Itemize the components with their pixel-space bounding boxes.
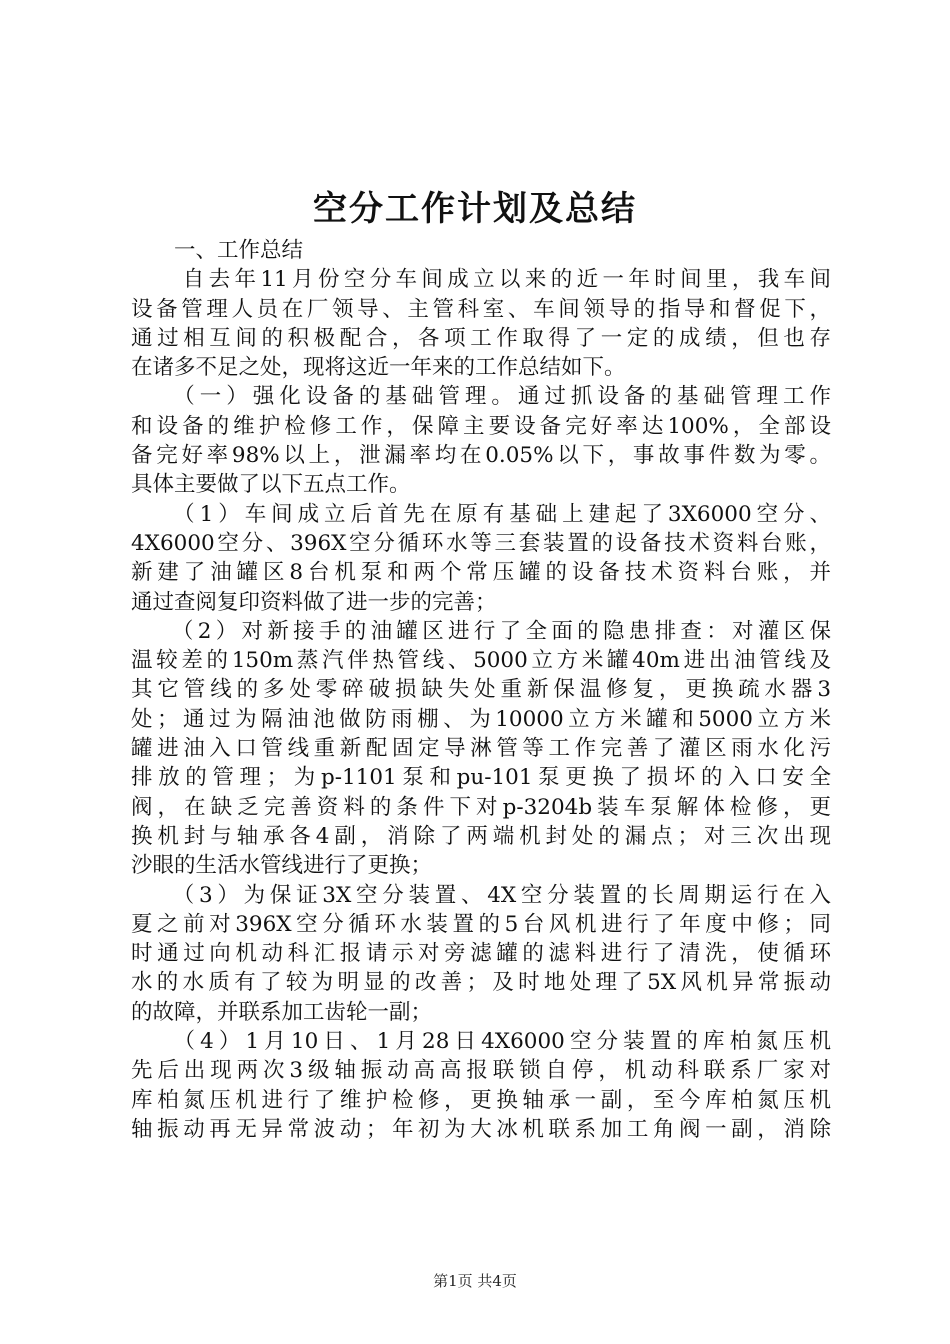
text-line: 的故障，并联系加工齿轮一副； — [131, 999, 433, 1025]
document-body — [131, 236, 831, 1144]
text-line: 自去年11月份空分车间成立以来的近一年时间里，我车间 — [131, 267, 831, 293]
text-line: 4X6000空分、396X空分循环水等三套装置的设备技术资料台账， — [131, 530, 831, 556]
text-line: 其它管线的多处零碎破损缺失处重新保温修复，更换疏水器3 — [131, 677, 831, 703]
text-line: 时通过向机动科汇报请示对旁滤罐的滤料进行了清洗，使循环 — [131, 941, 831, 967]
text-line: 处；通过为隔油池做防雨棚、为10000立方米罐和5000立方米 — [131, 706, 831, 732]
text-line: （4）1月10日、1月28日4X6000空分装置的库柏氮压机 — [131, 1029, 831, 1055]
text-line: 阀，在缺乏完善资料的条件下对p-3204b装车泵解体检修，更 — [131, 794, 831, 820]
text-line: 换机封与轴承各4副，消除了两端机封处的漏点；对三次出现 — [131, 823, 831, 849]
text-line: （1）车间成立后首先在原有基础上建起了3X6000空分、 — [131, 501, 831, 527]
text-line: 温较差的150m蒸汽伴热管线、5000立方米罐40m进出油管线及 — [131, 648, 831, 674]
text-line: 罐进油入口管线重新配固定导淋管等工作完善了灌区雨水化污 — [131, 736, 831, 762]
text-line: 在诸多不足之处，现将这近一年来的工作总结如下。 — [131, 355, 626, 381]
text-line: 一、工作总结 — [131, 238, 304, 263]
text-line: 通过相互间的积极配合，各项工作取得了一定的成绩，但也存 — [131, 325, 831, 351]
text-line: 库柏氮压机进行了维护检修，更换轴承一副，至今库柏氮压机 — [131, 1087, 831, 1113]
text-line: 具体主要做了以下五点工作。 — [131, 472, 411, 498]
text-line: （3）为保证3X空分装置、4X空分装置的长周期运行在入 — [131, 882, 831, 908]
text-line: （一）强化设备的基础管理。通过抓设备的基础管理工作 — [131, 384, 831, 410]
text-line: 新建了油罐区8台机泵和两个常压罐的设备技术资料台账，并 — [131, 560, 831, 586]
text-line: 沙眼的生活水管线进行了更换； — [131, 853, 433, 879]
text-line: 排放的管理；为p-1101泵和pu-101泵更换了损坏的入口安全 — [131, 765, 831, 791]
text-line: 夏之前对396X空分循环水装置的5台风机进行了年度中修；同 — [131, 911, 831, 937]
text-line: 水的水质有了较为明显的改善；及时地处理了5X风机异常振动 — [131, 970, 831, 996]
page-footer: 第1页 共4页 — [433, 1272, 517, 1290]
text-line: 备完好率98%以上，泄漏率均在0.05%以下，事故事件数为零。 — [131, 443, 831, 469]
text-line: 设备管理人员在厂领导、主管科室、车间领导的指导和督促下， — [131, 296, 831, 322]
text-line: 先后出现两次3级轴振动高高报联锁自停，机动科联系厂家对 — [131, 1058, 831, 1084]
text-line: （2）对新接手的油罐区进行了全面的隐患排查：对灌区保 — [131, 618, 831, 644]
text-line: 轴振动再无异常波动；年初为大冰机联系加工角阀一副，消除 — [131, 1116, 831, 1142]
document-title: 空分工作计划及总结 — [313, 189, 637, 229]
text-line: 通过查阅复印资料做了进一步的完善； — [131, 589, 497, 615]
text-line: 和设备的维护检修工作，保障主要设备完好率达100%，全部设 — [131, 413, 831, 439]
